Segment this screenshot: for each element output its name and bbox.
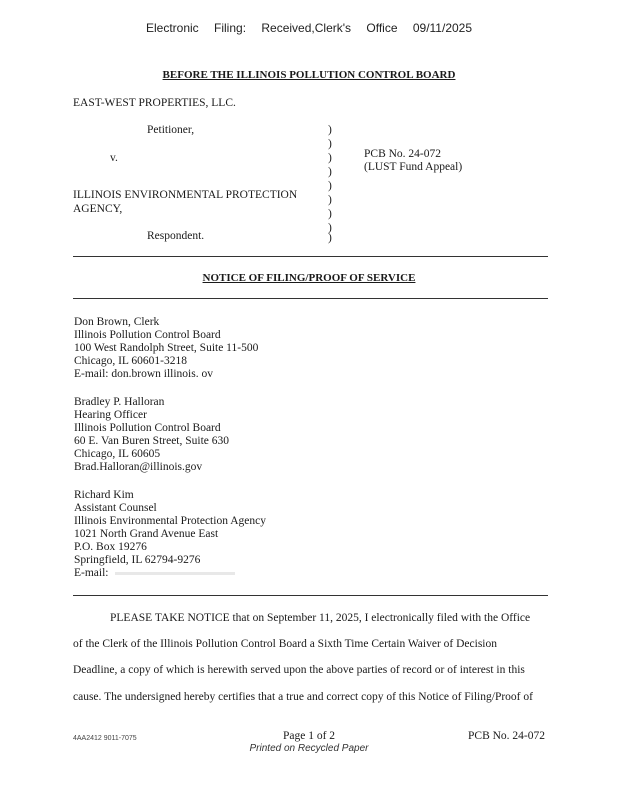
divider [73, 298, 548, 299]
recycled-notice: Printed on Recycled Paper [249, 743, 369, 754]
recipient-line: Illinois Pollution Control Board [74, 422, 221, 434]
filing-stamp [0, 21, 618, 35]
recipient-line: 1021 North Grand Avenue East [74, 528, 219, 540]
recipient-email: Brad.Halloran@illinois.gov [74, 461, 203, 473]
paren: ) [328, 166, 332, 178]
paren: ) [328, 194, 332, 206]
body-line: of the Clerk of the Illinois Pollution Control Board a Sixth Time Certain Waiver of Decision [73, 638, 498, 650]
recipient-line: Hearing Officer [74, 409, 147, 421]
page-number: Page 1 of 2 [282, 730, 336, 742]
recipient-line: Assistant Counsel [74, 502, 157, 514]
stamp-received: Received,Clerk's [261, 21, 352, 35]
stamp-electronic: Electronic [145, 21, 199, 35]
redaction-mark [115, 572, 235, 575]
paren: ) [328, 208, 332, 220]
recipient-line: Chicago, IL 60601-3218 [74, 355, 187, 367]
footer-case-number: PCB No. 24-072 [468, 730, 545, 742]
stamp-office: Office [366, 21, 398, 35]
recipient-email: E-mail: [74, 567, 109, 579]
paren: ) [328, 180, 332, 192]
paren: ) [328, 138, 332, 150]
recipient-clerk [74, 316, 258, 381]
respondent-name-line1: ILLINOIS ENVIRONMENTAL PROTECTION [73, 189, 298, 201]
recipient-line: Illinois Pollution Control Board [74, 329, 221, 341]
notice-title: NOTICE OF FILING/PROOF OF SERVICE [202, 272, 416, 284]
recipient-line: Don Brown, Clerk [74, 316, 160, 328]
recipient-line: Richard Kim [74, 489, 134, 501]
paren: ) [328, 152, 332, 164]
recipient-line: 100 West Randolph Street, Suite 11-500 [74, 342, 259, 354]
recipient-line: Chicago, IL 60605 [74, 448, 161, 460]
body-line: PLEASE TAKE NOTICE that on September 11, 2025, I electronically filed with the Office [110, 612, 531, 624]
recipient-line: Springfield, IL 62794-9276 [74, 554, 201, 566]
board-title: BEFORE THE ILLINOIS POLLUTION CONTROL BOARD [162, 69, 456, 81]
stamp-date: 09/11/2025 [412, 21, 473, 35]
stamp-filing: Filing: [214, 21, 247, 35]
versus: v. [110, 152, 118, 164]
recipient-line: 60 E. Van Buren Street, Suite 630 [74, 435, 230, 447]
case-type: (LUST Fund Appeal) [364, 161, 463, 173]
recipient-hearing-officer [74, 396, 229, 474]
paren: ) [328, 124, 332, 136]
body-line: Deadline, a copy of which is herewith served upon the above parties of record or of interest in this [73, 664, 525, 676]
petitioner-name: EAST-WEST PROPERTIES, LLC. [73, 97, 236, 109]
respondent-name-line2: AGENCY, [73, 203, 123, 215]
paren: ) [328, 222, 332, 234]
divider [73, 595, 548, 596]
recipient-line: Illinois Environmental Protection Agency [74, 515, 266, 527]
recipient-email-row [74, 567, 266, 580]
recipient-line: P.O. Box 19276 [74, 541, 147, 553]
divider [73, 256, 548, 257]
paren: ) [328, 232, 332, 244]
case-number: PCB No. 24-072 [364, 148, 441, 160]
recipient-agency-counsel [74, 489, 266, 580]
respondent-role: Respondent. [147, 230, 205, 242]
body-line: cause. The undersigned hereby certifies that a true and correct copy of this Notice of Filing/Proof of [73, 691, 533, 703]
recipient-email: E-mail: don.brown illinois. ov [74, 368, 213, 380]
petitioner-role: Petitioner, [147, 124, 195, 136]
recipient-line: Bradley P. Halloran [74, 396, 165, 408]
footer-code: 4AA2412 9011-7075 [73, 735, 137, 742]
